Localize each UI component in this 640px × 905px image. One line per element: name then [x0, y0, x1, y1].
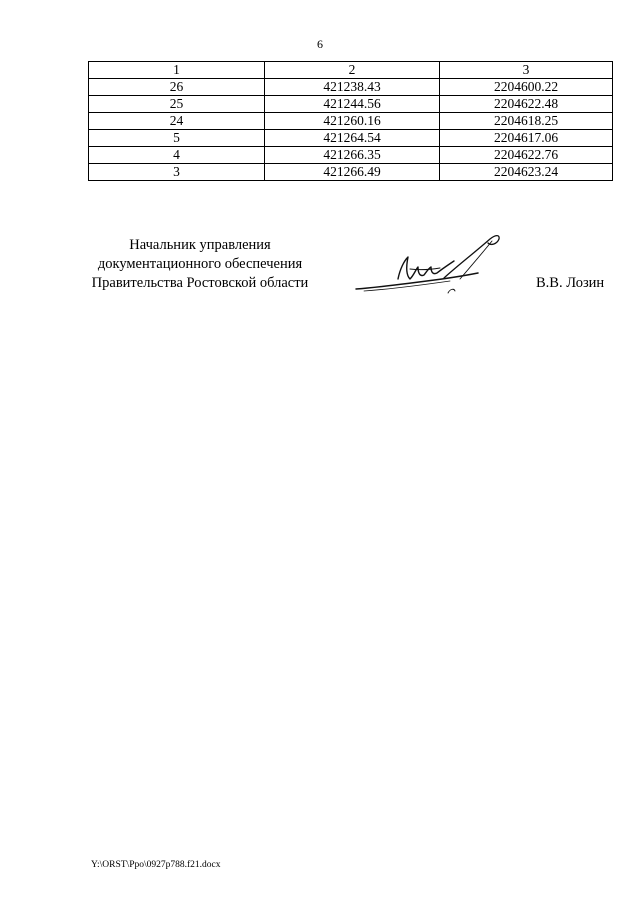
x-coordinate-cell: 421266.49 — [265, 164, 440, 181]
x-coordinate-cell: 421264.54 — [265, 130, 440, 147]
signer-name: В.В. Лозин — [536, 275, 605, 291]
signatory-title-line: документационного обеспечения — [97, 256, 303, 272]
table-header-cell: 2 — [265, 62, 440, 79]
table-row — [89, 113, 613, 130]
x-coordinate-cell: 421260.16 — [265, 113, 440, 130]
coordinates-table — [88, 61, 613, 181]
handwritten-signature — [352, 231, 508, 301]
y-coordinate-cell: 2204618.25 — [440, 113, 613, 130]
y-coordinate-cell: 2204600.22 — [440, 79, 613, 96]
signatory-title-line: Начальник управления — [129, 237, 271, 253]
point-number-cell: 25 — [89, 96, 265, 113]
page-number: 6 — [317, 37, 323, 51]
x-coordinate-cell: 421244.56 — [265, 96, 440, 113]
signatory-title-line: Правительства Ростовской области — [91, 275, 309, 291]
y-coordinate-cell: 2204622.76 — [440, 147, 613, 164]
point-number-cell: 26 — [89, 79, 265, 96]
table-row — [89, 96, 613, 113]
y-coordinate-cell: 2204617.06 — [440, 130, 613, 147]
y-coordinate-cell: 2204623.24 — [440, 164, 613, 181]
table-header-cell: 3 — [440, 62, 613, 79]
table-row — [89, 147, 613, 164]
point-number-cell: 24 — [89, 113, 265, 130]
point-number-cell: 4 — [89, 147, 265, 164]
table-row — [89, 164, 613, 181]
point-number-cell: 5 — [89, 130, 265, 147]
file-path-footer: Y:\ORST\Ppo\0927p788.f21.docx — [91, 860, 221, 870]
table-row — [89, 79, 613, 96]
x-coordinate-cell: 421238.43 — [265, 79, 440, 96]
point-number-cell: 3 — [89, 164, 265, 181]
table-row — [89, 130, 613, 147]
x-coordinate-cell: 421266.35 — [265, 147, 440, 164]
signatory-title — [70, 236, 330, 293]
y-coordinate-cell: 2204622.48 — [440, 96, 613, 113]
table-header-cell: 1 — [89, 62, 265, 79]
table-header-row — [89, 62, 613, 79]
